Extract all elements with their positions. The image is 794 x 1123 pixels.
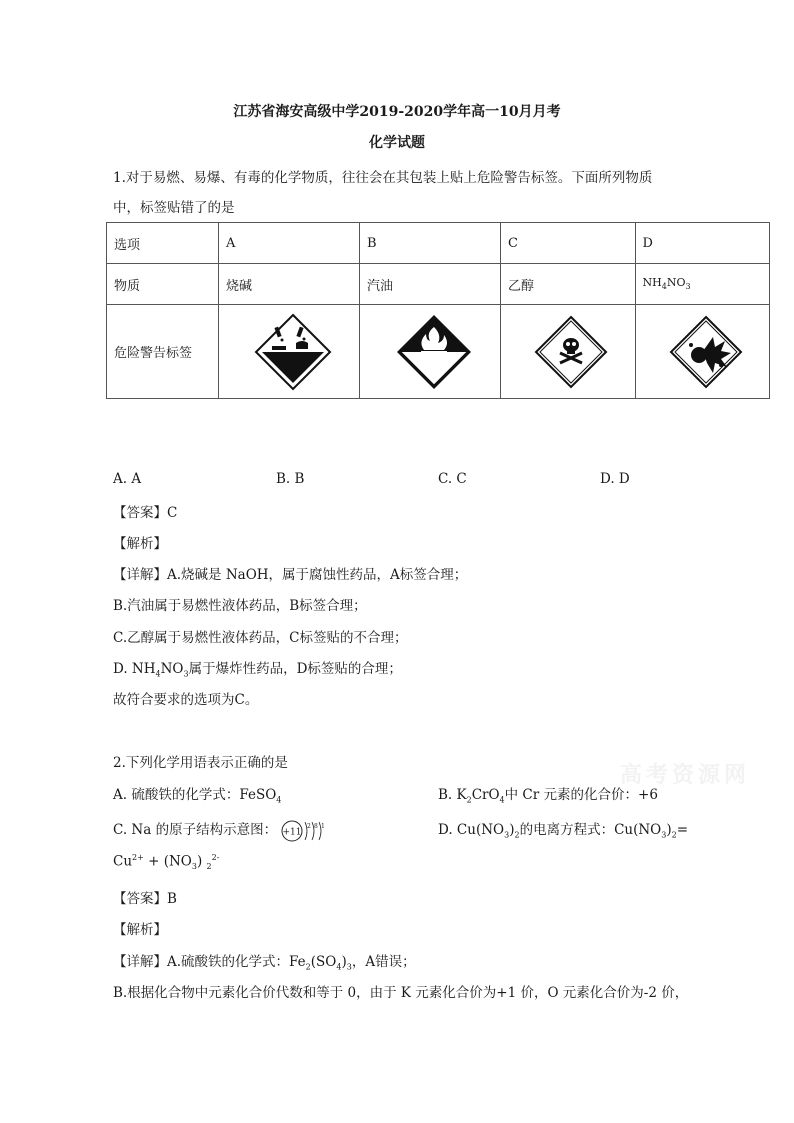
cell-option-a: A [219, 223, 360, 264]
svg-text:8: 8 [314, 822, 319, 830]
table-row-substance [107, 264, 770, 305]
exam-subtitle: 化学试题 [369, 135, 425, 151]
hazard-label-table [106, 222, 770, 399]
cell-substance-c: 乙醇 [501, 264, 635, 305]
exam-title: 江苏省海安高级中学2019-2020学年高一10月月考 [233, 104, 561, 120]
q2-detail-b: B.根据化合物中元素化合价代数和等于 0，由于 K 元素化合价为+1 价，O 元素化合价为-2 价， [113, 985, 689, 1001]
q1-option-a: A. A [113, 471, 142, 487]
cell-option-b: B [360, 223, 501, 264]
cell-label-c [501, 305, 635, 399]
sodium-atom-diagram [281, 819, 327, 843]
cell-option-c: C [501, 223, 635, 264]
svg-text:+11: +11 [282, 827, 302, 837]
table-row-labels [107, 305, 770, 399]
q1-option-c: C. C [438, 471, 467, 487]
q2-option-d: D. $Cu(NO_3)_2$的电离方程式：$Cu(NO_3)_2=$ [438, 822, 689, 840]
q1-analysis-heading: 【解析】 [113, 536, 167, 552]
cell-substance-b: 汽油 [360, 264, 501, 305]
q2-option-b: B. $K_2CrO_4$中 Cr 元素的化合价：+6 [438, 787, 658, 805]
q1-detail-b: B.汽油属于易燃性液体药品，B标签合理； [113, 598, 367, 614]
q1-detail-c: C.乙醇属于易燃性液体药品，C标签贴的不合理； [113, 630, 408, 646]
q1-stem-line1: 1.对于易燃、易爆、有毒的化学物质，往往会在其包装上贴上危险警告标签。下面所列物质 [113, 170, 653, 186]
q2-detail-a: 【详解】A.硫酸铁的化学式：$Fe_2(SO_4)_3$，A错误； [113, 954, 416, 972]
cell-label-b [360, 305, 501, 399]
q2-option-d-continued: $Cu^{2+} + (NO_3)$ $_2^{2-}$ [113, 853, 220, 872]
cell-label-title: 危险警告标签 [107, 305, 219, 399]
q2-analysis-heading: 【解析】 [113, 922, 167, 938]
q1-detail-d: D. $NH_4NO_3$属于爆炸性药品，D标签贴的合理； [113, 661, 402, 679]
cell-substance-a: 烧碱 [219, 264, 360, 305]
q1-conclusion: 故符合要求的选项为C。 [113, 692, 259, 708]
explosive-icon [669, 315, 743, 389]
q2-answer: 【答案】B [113, 891, 177, 907]
cell-option-d: D [635, 223, 770, 264]
q1-option-b: B. B [276, 471, 305, 487]
watermark: 高考资源网 [620, 762, 751, 788]
corrosive-icon [254, 313, 332, 391]
cell-label-d [635, 305, 770, 399]
q1-option-d: D. D [600, 471, 630, 487]
q1-answer: 【答案】C [113, 505, 178, 521]
cell-substance-d: $NH_4NO_3$ [635, 264, 770, 305]
cell-option-header: 选项 [107, 223, 219, 264]
svg-text:1: 1 [321, 822, 326, 830]
svg-text:2: 2 [307, 822, 312, 830]
toxic-icon [534, 315, 608, 389]
table-row-header [107, 223, 770, 264]
q2-stem: 2.下列化学用语表示正确的是 [113, 755, 288, 771]
q1-detail-a: 【详解】A.烧碱是 NaOH，属于腐蚀性药品，A标签合理； [113, 567, 468, 583]
q2-option-a: A. 硫酸铁的化学式：FeSO$_4$ [113, 787, 282, 805]
cell-label-a [219, 305, 360, 399]
flammable-icon [395, 313, 473, 391]
q2-option-c: C. Na 的原子结构示意图： +11 2 8 1 [113, 818, 327, 843]
q1-stem-line2: 中，标签贴错了的是 [113, 200, 235, 216]
cell-substance-label: 物质 [107, 264, 219, 305]
